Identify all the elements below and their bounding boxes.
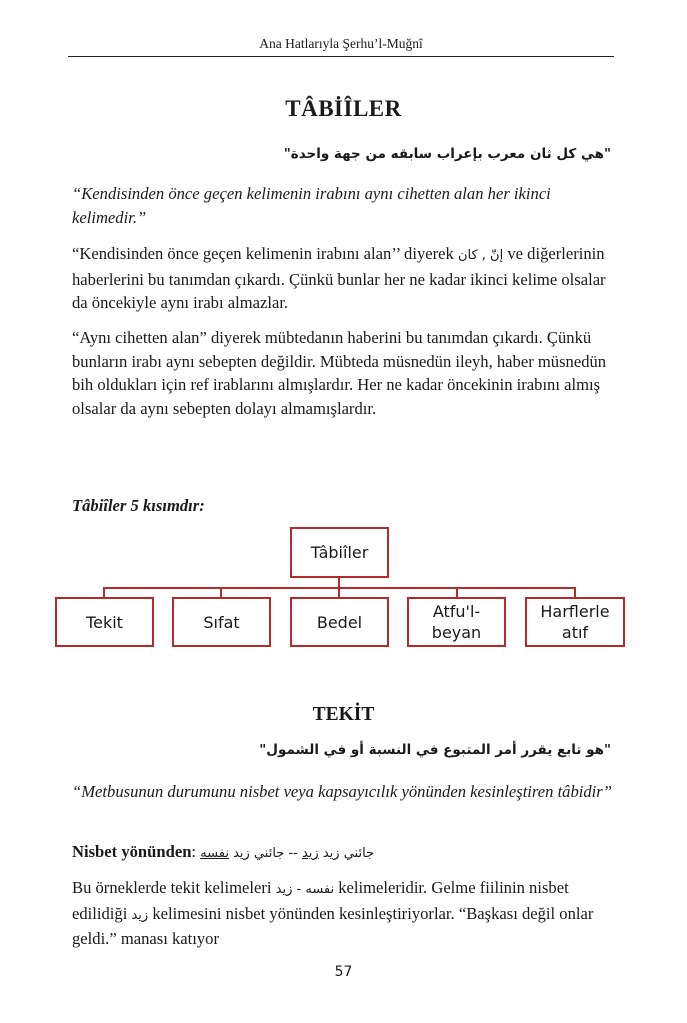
header-rule — [68, 56, 614, 57]
section-title-tabiiler: TÂBİÎLER — [285, 96, 402, 121]
paragraph-tekit-explanation — [72, 876, 620, 951]
paragraph-text: kelimesini nisbet yönünden kesinleştiriyorlar. “Başkası değil onlar geldi.” manası katıyor — [72, 903, 594, 948]
diagram-root-connector — [338, 577, 340, 588]
diagram-box-label: Harflerle — [540, 602, 610, 621]
example-colon: : — [191, 842, 201, 861]
diagram-horizontal-connector — [103, 587, 576, 589]
subheading-five-types: Tâbiîler 5 kısımdır: — [72, 496, 205, 515]
diagram-box-atful-beyan — [407, 597, 506, 647]
page-number: 57 — [334, 964, 353, 980]
diagram-box-label: Tekit — [86, 612, 123, 632]
arabic-example-a-underlined: زيد — [301, 846, 319, 861]
diagram-box-bedel — [290, 597, 389, 647]
arabic-inline: إنّ , كان — [457, 248, 504, 263]
definition-translation: “Kendisinden önce geçen kelimenin irabını aynı cihetten alan her ikinci kelimedir.” — [72, 184, 551, 227]
diagram-box-harflerle-atif — [525, 597, 625, 647]
paragraph-text: kelimeleridir. Gelme fiilinin nisbet edilidiği — [72, 878, 569, 923]
diagram-child-connector — [103, 587, 105, 599]
paragraph-inne-kane — [72, 242, 620, 315]
diagram-box-tekit — [55, 597, 154, 647]
diagram-root-box — [290, 527, 389, 578]
arabic-definition-tabiiler: "هي كل ثان معرب بإعراب سابقه من جهة واحدة" — [283, 146, 611, 162]
section-title-tekit: TEKİT — [312, 704, 375, 725]
diagram-box-label: beyan — [431, 623, 482, 642]
diagram-box-sifat — [172, 597, 271, 647]
diagram-child-connector — [456, 587, 458, 599]
arabic-example-separator: -- — [284, 846, 302, 861]
diagram-box-label: Atfu'l- — [432, 602, 481, 621]
arabic-definition-tekit: "هو تابع يقرر أمر المتبوع في النسبة أو في الشمول" — [259, 742, 611, 758]
diagram-child-connector — [220, 587, 222, 599]
example-label: Nisbet yönünden — [72, 842, 192, 861]
diagram-root-label: Tâbiîler — [310, 543, 369, 562]
arabic-example-b-underlined: نفسه — [200, 846, 229, 861]
nisbet-example — [72, 840, 620, 866]
diagram-child-connector — [574, 587, 576, 599]
paragraph-ayni-cihet: “Aynı cihetten alan” diyerek mübtedanın haberini bu tanımdan çıkardı. Çünkü bunların irabı aynı sebepten değildir. Mübteda müsnedün ileyh, haber müsnedün bih oldukları için ref irablarını almışlardır. Her ne kadar öncekinin irabını almış olsalar da aynı sebepten dolayı almamışlardır. — [72, 328, 607, 418]
arabic-example-a: جائني زيد — [318, 846, 375, 861]
diagram-child-connector — [338, 587, 340, 599]
paragraph-text: Bu örneklerde tekit kelimeleri — [72, 878, 276, 897]
arabic-inline: زيد — [131, 907, 149, 923]
paragraph-text: ve diğerlerinin haberlerini bu tanımdan çıkardı. Çünkü bunlar her ne kadar ikinci kelime olsalar da öncekiyle aynı irabı almazlar. — [72, 244, 606, 312]
diagram-box-label: atıf — [561, 623, 589, 642]
diagram-box-label: Bedel — [316, 612, 363, 632]
paragraph-text: “Kendisinden önce geçen kelimenin irabını alan’’ diyerek — [72, 244, 458, 263]
diagram-box-label: Sıfat — [203, 612, 240, 632]
arabic-example-b: جائني زيد — [228, 846, 285, 861]
tekit-translation: “Metbusunun durumunu nisbet veya kapsayıcılık yönünden kesinleştiren tâbidir” — [72, 782, 612, 801]
arabic-inline: نفسه - زيد — [275, 882, 335, 897]
arabic-example — [200, 846, 374, 861]
running-header: Ana Hatlarıyla Şerhu’l-Muğnî — [259, 36, 423, 51]
